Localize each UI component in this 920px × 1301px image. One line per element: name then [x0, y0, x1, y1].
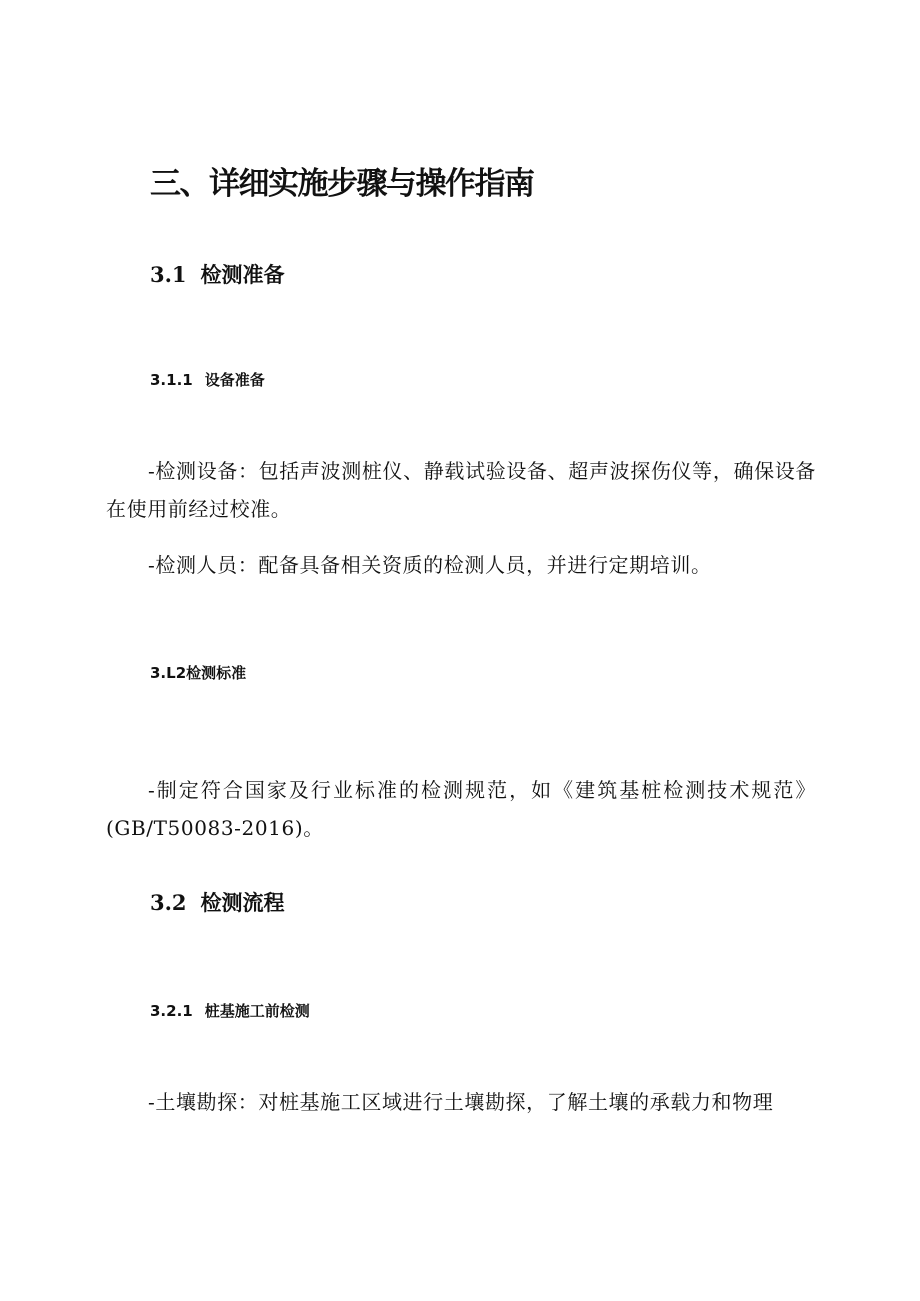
paragraph-text: -检测设备：包括声波测桩仪、静载试验设备、超声波探伤仪等，确保设备在使用前经过校准。	[106, 459, 816, 521]
paragraph-equipment	[106, 452, 816, 528]
section-title: 三、详细实施步骤与操作指南	[150, 166, 534, 202]
heading-text: 检测准备	[200, 262, 285, 287]
heading-3-1-2	[150, 662, 246, 684]
paragraph-soil-survey	[106, 1083, 816, 1121]
heading-3-1-1	[150, 369, 265, 391]
heading-3-2	[150, 888, 285, 918]
heading-number: 3.1	[150, 262, 187, 287]
heading-text: 检测流程	[200, 890, 285, 915]
heading-text: 桩基施工前检测	[204, 1002, 310, 1020]
paragraph-text: -制定符合国家及行业标准的检测规范，如《建筑基桩检测技术规范》(GB/T50083-2016)。	[106, 778, 816, 840]
paragraph-personnel	[106, 546, 816, 584]
heading-number: 3.1.1	[150, 371, 193, 389]
heading-3-1	[150, 260, 285, 290]
paragraph-text: -土壤勘探：对桩基施工区域进行土壤勘探，了解土壤的承载力和物理	[148, 1090, 774, 1114]
heading-text: 检测标准	[186, 664, 247, 682]
heading-3-2-1	[150, 1000, 310, 1022]
paragraph-standard	[106, 771, 816, 847]
paragraph-text: -检测人员：配备具备相关资质的检测人员，并进行定期培训。	[148, 553, 712, 577]
heading-number: 3.2.1	[150, 1002, 193, 1020]
heading-number: 3.2	[150, 890, 187, 915]
heading-number: 3.L2	[150, 664, 187, 682]
heading-text: 设备准备	[204, 371, 265, 389]
